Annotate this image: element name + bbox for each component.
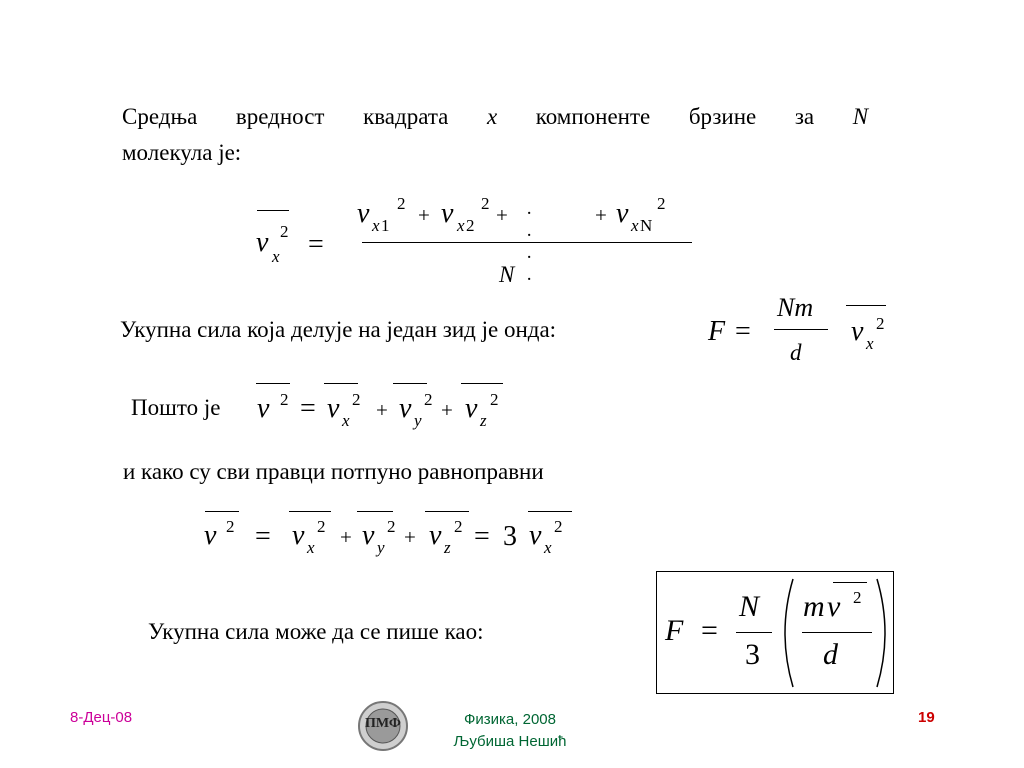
eq1-num-v: v	[616, 198, 629, 229]
intro-word: Средња	[122, 104, 198, 129]
fraction-bar	[802, 632, 872, 633]
eq4-equals: =	[255, 521, 271, 552]
eq1-num-sub-x: x	[372, 216, 380, 235]
since-text: Пошто је	[131, 395, 221, 420]
total-force-can-text: Укупна сила може да се пише као:	[148, 619, 484, 644]
overbar	[256, 383, 290, 384]
eq4-vz: v	[429, 520, 442, 551]
eq2-f: F	[708, 316, 726, 347]
intro-word: за	[794, 104, 815, 129]
eq3-vz: v	[465, 393, 478, 424]
eq4-three: 3	[503, 521, 517, 552]
eq5-f: F	[665, 614, 684, 647]
footer-course: Физика, 2008	[464, 711, 556, 728]
eq3-vx: v	[327, 393, 340, 424]
eq5-equals: =	[701, 614, 718, 647]
eq1-v: v	[256, 227, 269, 258]
eq3-sub-y: y	[414, 411, 422, 430]
eq1-num-sub-x: x	[457, 216, 465, 235]
eq1-num-sup-2: 2	[481, 194, 490, 213]
eq2-equals: =	[735, 316, 751, 347]
footer-center	[440, 709, 580, 753]
intro-var-x: x	[486, 104, 498, 129]
overbar	[357, 511, 393, 512]
eq5-sup-2: 2	[853, 588, 862, 607]
eq5-v: v	[827, 590, 841, 623]
eq1-plus: +	[418, 203, 430, 227]
eq3-equals: =	[300, 393, 316, 424]
eq4-sub-z: z	[444, 538, 451, 557]
overbar	[846, 305, 886, 306]
eq2-sub-x: x	[866, 334, 874, 353]
page-number: 19	[918, 709, 935, 726]
eq4-plus: +	[404, 525, 416, 549]
eq3-plus: +	[441, 398, 453, 422]
eq4-plus: +	[340, 525, 352, 549]
eq4-vx: v	[292, 520, 305, 551]
eq4-vy: v	[362, 520, 375, 551]
eq3-sub-x: x	[342, 411, 350, 430]
eq2-nm: Nm	[777, 293, 814, 322]
eq4-sup-2: 2	[317, 517, 326, 536]
eq1-plus: +	[595, 203, 607, 227]
overbar	[205, 511, 239, 512]
equivalent-text: и како су сви правци потпуно равноправни	[123, 459, 544, 484]
eq5-n: N	[739, 590, 760, 623]
fraction-bar	[736, 632, 772, 633]
final-equation-box	[656, 571, 894, 694]
intro-var-n: N	[852, 104, 869, 129]
eq4-sup-2: 2	[454, 517, 463, 536]
pmf-logo	[357, 700, 409, 752]
eq2-v: v	[851, 316, 864, 347]
overbar	[833, 582, 867, 583]
eq4-sub-x: x	[307, 538, 315, 557]
eq4-sub-x: x	[544, 538, 552, 557]
overbar	[289, 511, 331, 512]
overbar	[425, 511, 469, 512]
overbar	[461, 383, 503, 384]
eq1-num-sup-2: 2	[397, 194, 406, 213]
intro-word: компоненте	[535, 104, 651, 129]
overbar	[393, 383, 427, 384]
eq1-num-sub-1: 1	[381, 216, 390, 235]
footer-author: Љубиша Нешић	[453, 733, 567, 750]
eq3-plus: +	[376, 398, 388, 422]
overbar	[528, 511, 572, 512]
eq1-sub-x: x	[272, 247, 280, 266]
eq5-three: 3	[745, 638, 760, 671]
eq3-sub-z: z	[480, 411, 487, 430]
intro-word: вредност	[235, 104, 325, 129]
eq1-equals: =	[308, 229, 324, 260]
eq3-sup-2: 2	[424, 390, 433, 409]
overbar	[257, 210, 289, 211]
total-force-text: Укупна сила која делује на један зид је онда:	[120, 317, 557, 342]
eq1-num-sub-2: 2	[466, 216, 475, 235]
overbar	[324, 383, 358, 384]
eq4-equals: =	[474, 521, 490, 552]
eq1-num-v: v	[357, 198, 370, 229]
eq4-sup-2: 2	[226, 517, 235, 536]
intro-word: квадрата	[363, 104, 449, 129]
eq4-sup-2: 2	[387, 517, 396, 536]
eq4-vx: v	[529, 520, 542, 551]
right-paren-icon	[873, 577, 895, 689]
eq4-sup-2: 2	[554, 517, 563, 536]
logo-text: ПМФ	[365, 716, 401, 731]
eq1-num-sup-2: 2	[657, 194, 666, 213]
intro-line-1	[122, 100, 868, 134]
eq2-sup-2: 2	[876, 314, 885, 333]
eq3-sup-2: 2	[490, 390, 499, 409]
footer-date: 8-Дец-08	[70, 709, 133, 726]
eq4-sub-y: y	[377, 538, 385, 557]
eq4-v: v	[204, 520, 217, 551]
eq3-sup-2: 2	[280, 390, 289, 409]
eq1-sup-2: 2	[280, 222, 289, 241]
fraction-bar	[362, 242, 692, 243]
eq5-d: d	[823, 638, 838, 671]
eq3-v: v	[257, 393, 270, 424]
eq1-num-sub-x: x	[631, 216, 639, 235]
eq2-d: d	[790, 340, 802, 365]
left-paren-icon	[775, 577, 797, 689]
eq1-den-n: N	[499, 262, 515, 287]
eq1-num-v: v	[441, 198, 454, 229]
intro-word: брзине	[688, 104, 757, 129]
eq3-sup-2: 2	[352, 390, 361, 409]
eq1-dots: · · · ·	[526, 203, 533, 290]
eq5-m: m	[803, 590, 825, 623]
eq1-num-sub-n: N	[640, 216, 653, 235]
eq1-plus: +	[496, 203, 508, 227]
intro-line-2: молекула је:	[122, 140, 242, 165]
fraction-bar	[774, 329, 828, 330]
eq3-vy: v	[399, 393, 412, 424]
